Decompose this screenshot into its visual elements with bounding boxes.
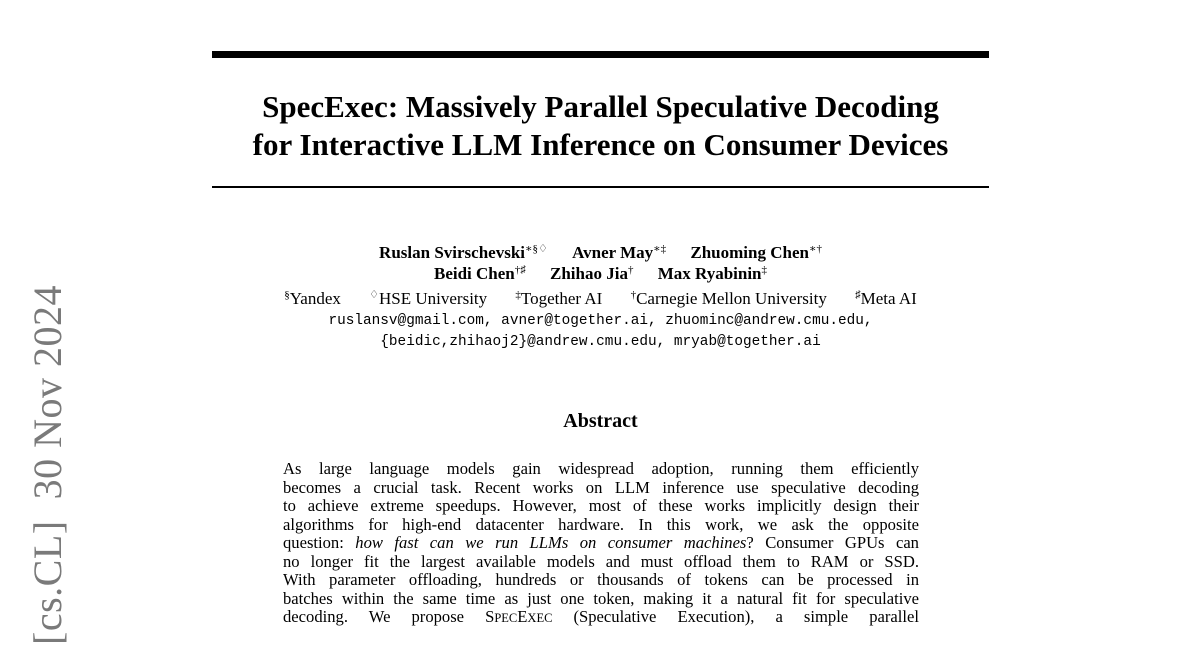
abstract-line: batches within the same time as just one token, making it a natural fit for speculative — [283, 588, 919, 608]
abstract-line: As large language models gain widespread adoption, running them efficiently — [283, 459, 919, 478]
email-line-2: {beidic,zhihaoj2}@andrew.cmu.edu, mryab@together.ai — [380, 334, 821, 350]
abstract-text: (Speculative Execution), a simple parallel — [552, 607, 919, 626]
title-top-rule — [212, 51, 989, 58]
author-name: Max Ryabinin — [657, 264, 762, 283]
affiliation-mark: ‡ — [515, 289, 521, 301]
author-marks: † — [627, 264, 634, 276]
affiliation-name: Meta AI — [860, 289, 917, 308]
affiliation-name: Carnegie Mellon University — [636, 289, 827, 308]
abstract-text: ? Consumer GPUs can — [746, 533, 919, 552]
abstract-line: to achieve extreme speedups. However, most of these works implicitly design their — [283, 496, 919, 515]
abstract-line: no longer fit the largest available models and must offload them to RAM or SSD. — [283, 551, 919, 571]
author-marks: ∗§♢ — [525, 243, 548, 255]
abstract-body — [283, 460, 919, 627]
author-marks: ∗‡ — [653, 243, 667, 255]
author-name: Ruslan Svirschevski — [379, 243, 525, 262]
affiliation-name: Together AI — [520, 289, 603, 308]
author-marks: ‡ — [761, 264, 768, 276]
author-marks: ∗† — [808, 243, 822, 255]
author-block — [212, 242, 989, 284]
title-bottom-rule — [212, 186, 989, 188]
abstract-italic-question: how fast can we run LLMs on consumer machines — [355, 533, 747, 552]
arxiv-side-stamp: [cs.CL] 30 Nov 2024 — [25, 285, 70, 645]
affiliation-mark: ♢ — [369, 289, 380, 301]
abstract-line: With parameter offloading, hundreds or thousands of tokens can be processed in — [283, 570, 919, 589]
author-name: Beidi Chen — [433, 264, 515, 283]
author-emails — [212, 311, 989, 353]
abstract-line — [283, 608, 919, 627]
abstract-text: question: — [283, 533, 356, 552]
email-line-1: ruslansv@gmail.com, avner@together.ai, zhuominc@andrew.cmu.edu, — [328, 313, 873, 329]
abstract-heading: Abstract — [563, 410, 638, 432]
abstract-line — [283, 534, 919, 553]
paper-title — [212, 88, 989, 164]
specexec-smallcaps: SPECEXEC — [485, 607, 553, 626]
author-name: Zhuoming Chen — [690, 243, 809, 262]
affiliation-name: HSE University — [379, 289, 488, 308]
author-marks: †♯ — [514, 264, 526, 276]
abstract-text: decoding. We propose — [283, 607, 486, 626]
affiliation-mark: ♯ — [855, 289, 861, 301]
abstract-line: algorithms for high-end datacenter hardware. In this work, we ask the opposite — [283, 514, 919, 534]
affiliation-mark: § — [284, 289, 290, 301]
affiliation-name: Yandex — [289, 289, 341, 308]
title-line-1: SpecExec: Massively Parallel Speculative Decoding — [262, 89, 939, 124]
affiliations — [212, 288, 989, 309]
author-row-1 — [212, 242, 989, 263]
abstract-line: becomes a crucial task. Recent works on LLM inference use speculative decoding — [283, 477, 919, 497]
author-name: Avner May — [572, 243, 654, 262]
author-row-2 — [212, 263, 989, 284]
author-name: Zhihao Jia — [550, 264, 628, 283]
title-line-2: for Interactive LLM Inference on Consumer Devices — [252, 127, 949, 162]
affiliation-mark: † — [630, 289, 637, 301]
